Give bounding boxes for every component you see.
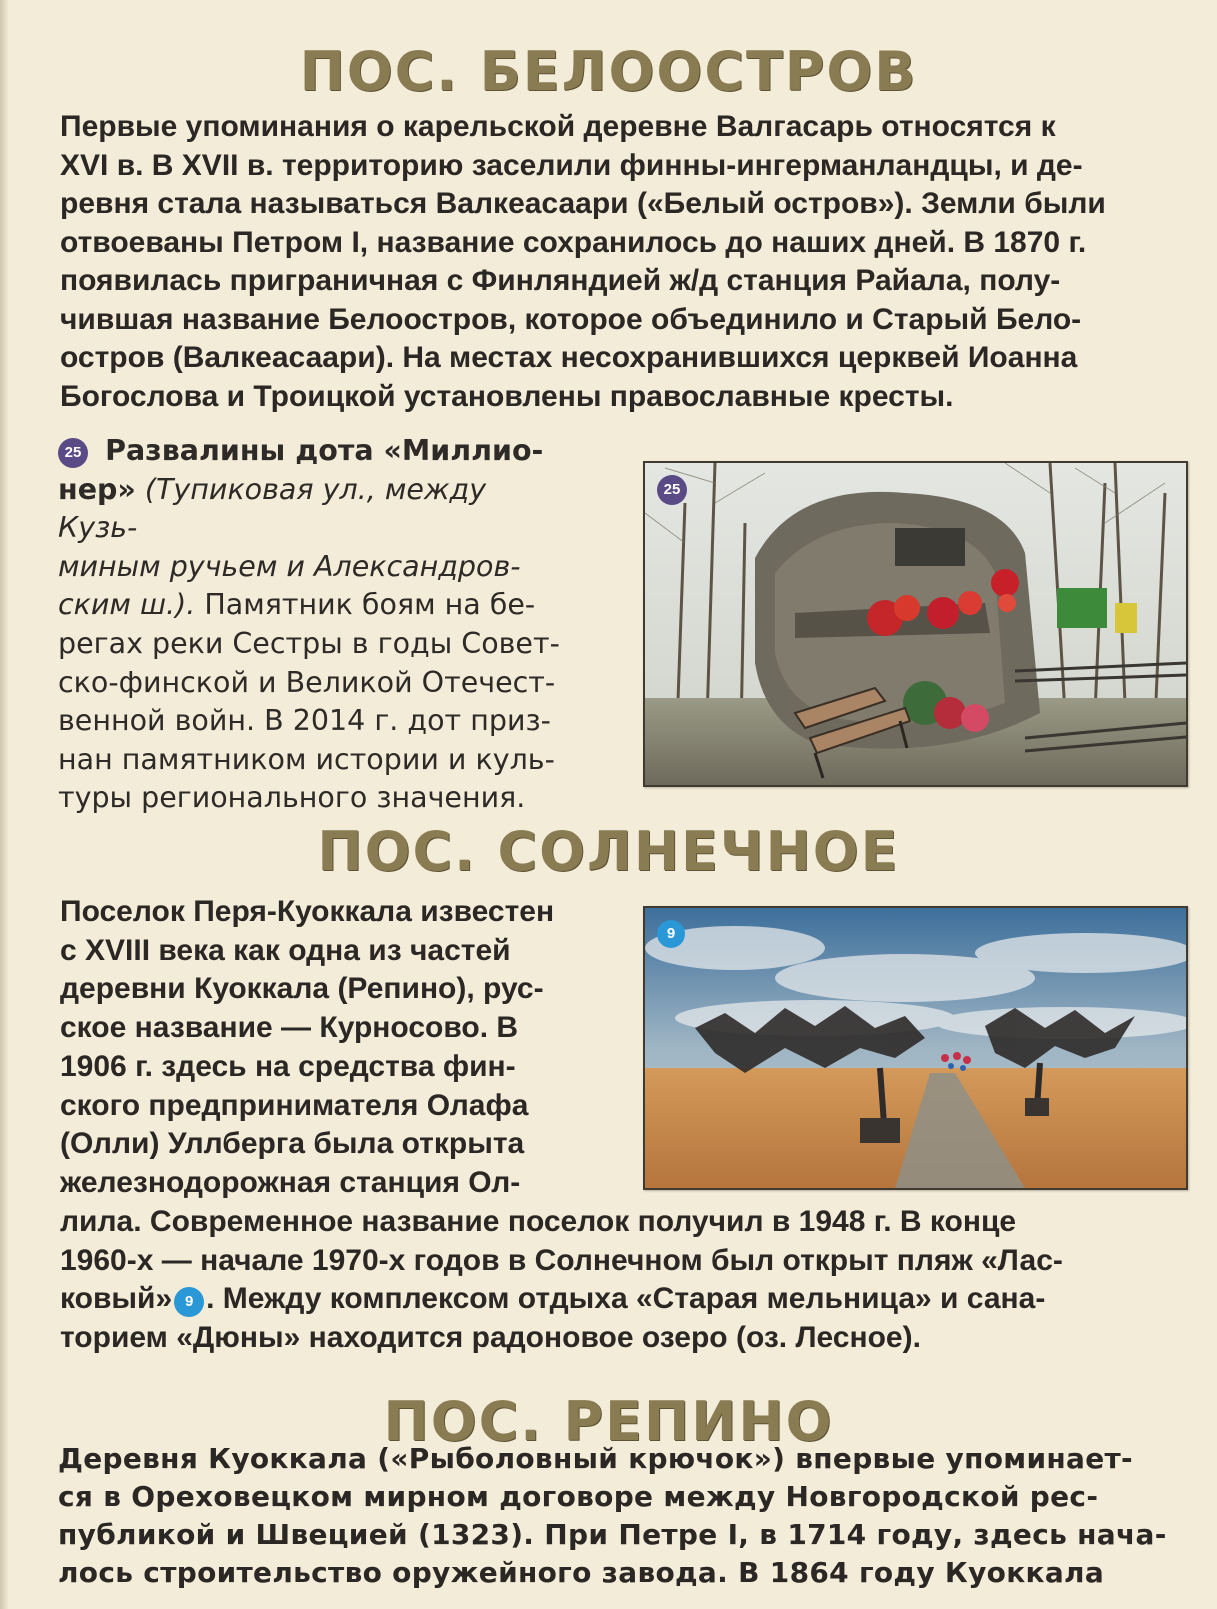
beach-sculpture-image: [645, 908, 1186, 1188]
text-line: лила. Современное название поселок получил в 1948 г. В конце: [60, 1205, 1017, 1238]
text-line: ское название — Курносово. В: [60, 1011, 519, 1045]
section-title-beloostrov: ПОС. БЕЛООСТРОВ: [299, 40, 918, 103]
page-edge: [0, 0, 8, 1609]
text-line: отвоеваны Петром I, название сохранилось до наших дней. В 1870 г.: [60, 225, 1087, 259]
item-dot-millioner: [58, 432, 573, 818]
photo-laskovy-beach: [643, 906, 1188, 1190]
text-line: XVI в. В XVII в. территорию заселили финны-ингерманландцы, и де-: [60, 148, 1083, 182]
text-line: ского предпринимателя Олафа: [60, 1088, 529, 1122]
text-line: публикой и Швецией (1323). При Петре I, в 1714 году, здесь нача-: [58, 1518, 1167, 1551]
item-title: Развалины дота «Миллио-: [105, 434, 544, 467]
text-line: лось строительство оружейного завода. В 1864 году Куоккала: [58, 1556, 1105, 1589]
text-line: с XVIII века как одна из частей: [60, 933, 511, 967]
marker-badge-25: 25: [58, 438, 88, 468]
solnechnoe-paragraph-top: [60, 893, 580, 1203]
text-line: чившая название Белоостров, которое объединило и Старый Бело-: [60, 302, 1082, 336]
repino-paragraph: [58, 1440, 1183, 1592]
text-line: остров (Валкеасаари). На местах несохранившихся церквей Иоанна: [60, 341, 1078, 374]
item-description-line: ско-финской и Великой Отечест-: [58, 665, 556, 699]
text-line: 1906 г. здесь на средства фин-: [60, 1049, 516, 1083]
item-description-line: туры регионального значения.: [58, 781, 526, 815]
item-address-line: миным ручьем и Александров-: [58, 549, 521, 583]
item-address: (Тупиковая ул., между Кузь-: [58, 472, 487, 545]
item-description-line: регах реки Сестры в годы Совет-: [58, 626, 560, 660]
text-line: ся в Ореховецком мирном договоре между Новгородской рес-: [58, 1480, 1099, 1513]
photo-dot-millioner: [643, 461, 1188, 787]
photo-badge-9: 9: [657, 920, 685, 948]
text-line: железнодорожная станция Ол-: [60, 1165, 521, 1199]
text-line: (Олли) Уллберга была открыта: [60, 1127, 525, 1161]
text-line: появилась приграничная с Финляндией ж/д станция Райала, полу-: [60, 264, 1061, 297]
text-line: Деревня Куоккала («Рыболовный крючок») впервые упоминает-: [58, 1442, 1133, 1475]
solnechnoe-paragraph-bottom: [60, 1203, 1185, 1358]
item-description: Памятник боям на бе-: [204, 588, 536, 622]
marker-badge-9: 9: [174, 1287, 204, 1317]
item-description-line: венной войн. В 2014 г. дот приз-: [58, 704, 551, 738]
section-title-repino: ПОС. РЕПИНО: [383, 1390, 834, 1453]
text-line: деревни Куоккала (Репино), рус-: [60, 972, 544, 1006]
item-title-cont: нер»: [58, 472, 136, 506]
photo-badge-25: 25: [657, 475, 687, 505]
text-fragment: . Между комплексом отдыха «Старая мельница» и сана-: [206, 1282, 1046, 1316]
bunker-memorial-image: [645, 463, 1186, 785]
text-line: торием «Дюны» находится радоновое озеро (оз. Лесное).: [60, 1321, 921, 1355]
text-line: Богослова и Троицкой установлены православные кресты.: [60, 379, 954, 413]
text-line: ревня стала называться Валкеасаари («Белый остров»). Земли были: [60, 187, 1106, 220]
section-title-solnechnoe: ПОС. СОЛНЕЧНОЕ: [317, 820, 900, 883]
text-line: 1960-х — начале 1970-х годов в Солнечном был открыт пляж «Лас-: [60, 1243, 1063, 1277]
beloostrov-paragraph: [60, 108, 1180, 416]
text-line: Первые упоминания о карельской деревне Валгасарь относятся к: [60, 110, 1056, 143]
item-description-line: нан памятником истории и куль-: [58, 742, 555, 776]
text-fragment: ковый»: [60, 1282, 173, 1316]
item-address-end: ским ш.).: [58, 588, 196, 622]
text-line: Поселок Перя-Куоккала известен: [60, 895, 555, 928]
